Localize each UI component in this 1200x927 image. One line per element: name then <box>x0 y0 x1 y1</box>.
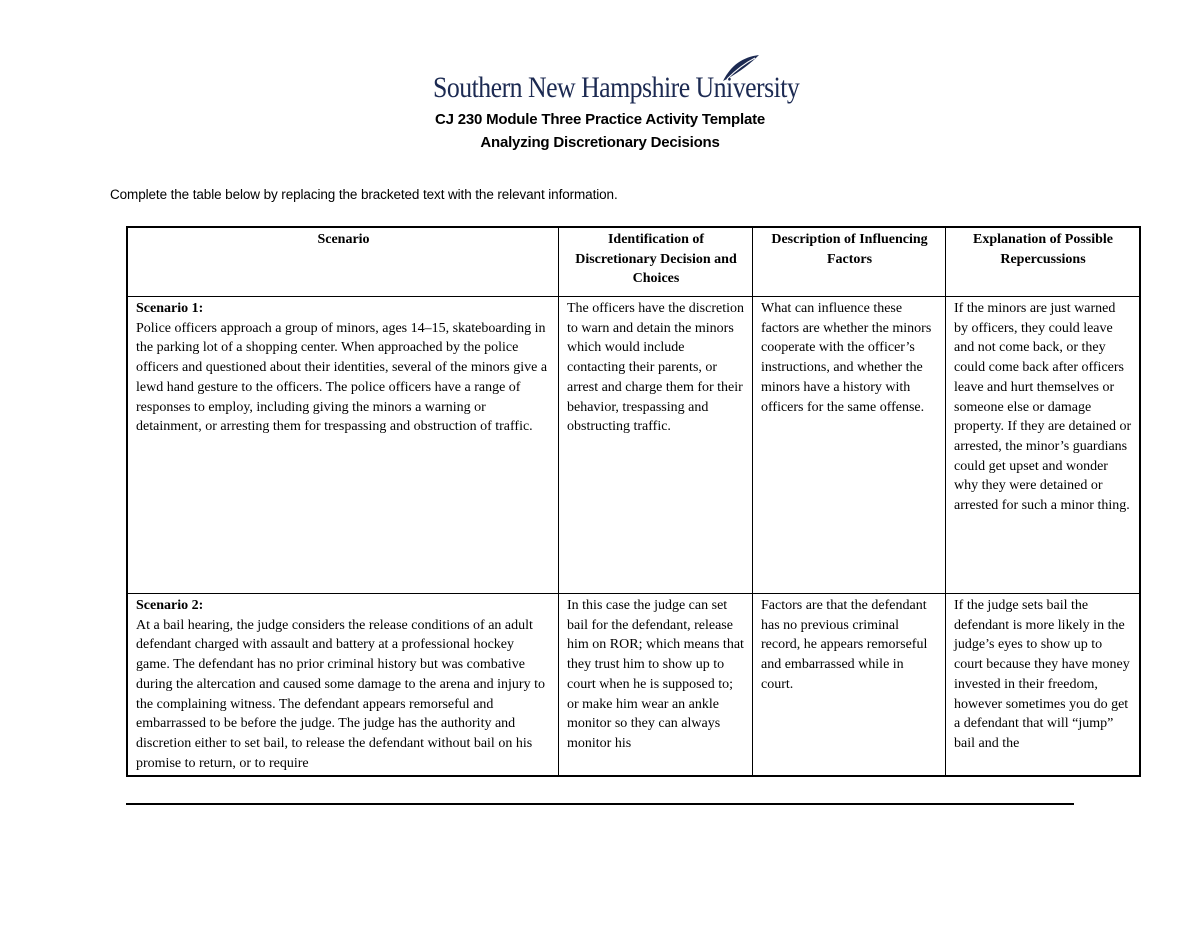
instructions-text: Complete the table below by replacing the bracketed text with the relevant information. <box>110 187 618 202</box>
factors-text: What can influence these factors are whether the minors cooperate with the officer’s instructions, and whether the minors have a history with officers for the same offense. <box>761 301 932 415</box>
repercussions-cell[interactable] <box>946 594 1141 777</box>
leaf-icon <box>721 53 761 83</box>
factors-cell[interactable] <box>753 297 946 594</box>
header-factors: Description of Influencing Factors <box>753 227 946 297</box>
factors-text: Factors are that the defendant has no previous criminal record, he appears remorseful and embarrassed while in court. <box>761 598 928 692</box>
header-repercussions: Explanation of Possible Repercussions <box>946 227 1141 297</box>
factors-cell[interactable] <box>753 594 946 777</box>
scenario-cell[interactable] <box>127 297 559 594</box>
table-row <box>127 594 1140 777</box>
header-scenario: Scenario <box>127 227 559 297</box>
repercussions-text: If the minors are just warned by officers, they could leave and not come back, or they could come back after officers leave and hurt themselves or someone else or damage property. If they are detained or arrested, the minor’s guardians could get upset and wonder why they were detained or arrested for such a minor thing. <box>954 301 1132 514</box>
analysis-table-container <box>126 226 1132 805</box>
header-identification: Identification of Discretionary Decision and Choices <box>559 227 753 297</box>
repercussions-text: If the judge sets bail the defendant is more likely in the judge’s eyes to show up to court because they have money invested in their freedom, however sometimes you do get a defendant that will “jump” bail and the <box>954 598 1130 751</box>
analysis-table <box>126 226 1141 777</box>
university-logo <box>433 53 800 105</box>
repercussions-cell[interactable] <box>946 297 1141 594</box>
scenario-text: Police officers approach a group of minors, ages 14–15, skateboarding in the parking lot of a shopping center. When approached by the police officers and questioned about their identities, several of the minors give a lewd hand gesture to the officers. The police officers have a range of responses to employ, including giving the minors a warning or detainment, or arresting them for trespassing and obstruction of traffic. <box>136 320 548 435</box>
identification-cell[interactable] <box>559 594 753 777</box>
page-subtitle: Analyzing Discretionary Decisions <box>480 134 720 151</box>
identification-text: In this case the judge can set bail for the defendant, release him on ROR; which means that they trust him to show up to court when he is supposed to; or make him wear an ankle monitor so they can always monitor his <box>567 598 744 751</box>
scenario-text: At a bail hearing, the judge considers the release conditions of an adult defendant charged with assault and battery at a professional hockey game. The defendant has no prior criminal history but was combative during the altercation and caused some damage to the arena and injury to the complaining witness. The defendant appears remorseful and embarrassed to be before the judge. The judge has the authority and discretion either to set bail, to release the defendant without bail on his promise to return, or to require <box>136 617 545 771</box>
logo-wordmark: Southern New Hampshire University <box>433 71 800 104</box>
identification-cell[interactable] <box>559 297 753 594</box>
scenario-title: Scenario 2: <box>136 598 204 613</box>
scenario-title: Scenario 1: <box>136 301 204 316</box>
table-row <box>127 297 1140 594</box>
identification-text: The officers have the discretion to warn and detain the minors which would include contacting their parents, or arrest and charge them for their behavior, trespassing and obstructing traffic. <box>567 301 745 435</box>
table-header-row <box>127 227 1140 297</box>
scenario-cell[interactable] <box>127 594 559 777</box>
page-title: CJ 230 Module Three Practice Activity Template <box>434 111 766 128</box>
